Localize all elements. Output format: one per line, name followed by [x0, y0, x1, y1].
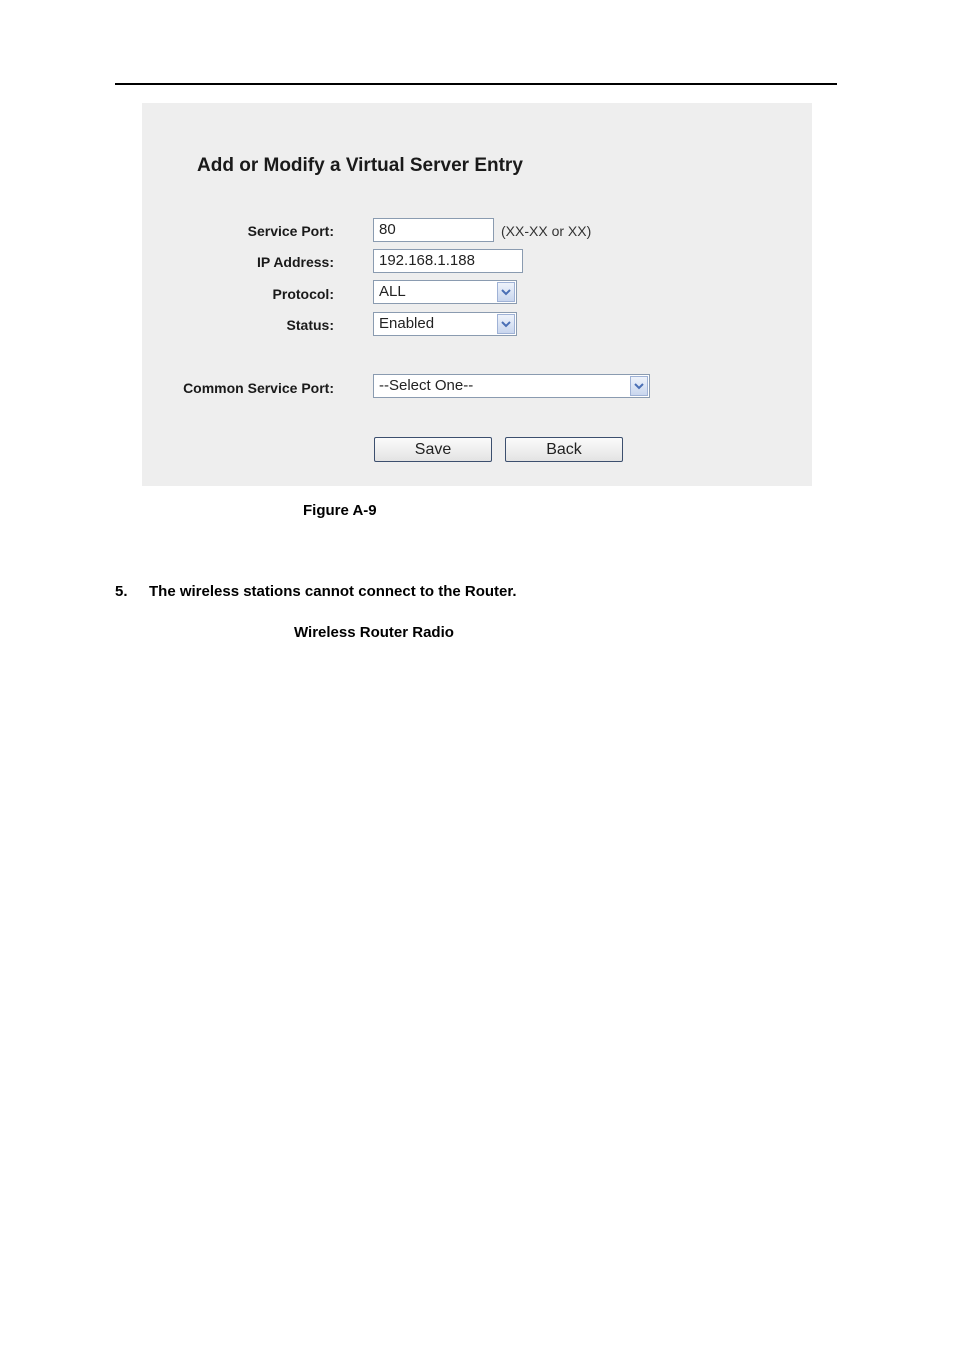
chevron-down-icon[interactable]	[630, 376, 648, 396]
status-select[interactable]	[373, 312, 517, 336]
section-subheading: Wireless Router Radio	[294, 624, 454, 641]
section-item-number: 5.	[115, 583, 128, 600]
status-label: Status:	[286, 317, 334, 333]
save-button[interactable]: Save	[374, 437, 492, 462]
common-service-port-label: Common Service Port:	[183, 380, 334, 396]
protocol-select[interactable]	[373, 280, 517, 304]
common-service-port-select[interactable]	[373, 374, 650, 398]
service-port-format-hint: (XX-XX or XX)	[501, 223, 592, 239]
service-port-label: Service Port:	[247, 223, 334, 239]
ip-address-input[interactable]: 192.168.1.188	[373, 249, 523, 273]
protocol-selected-value: ALL	[379, 283, 406, 300]
figure-caption: Figure A-9	[303, 502, 377, 519]
chevron-down-icon[interactable]	[497, 282, 515, 302]
service-port-input[interactable]: 80	[373, 218, 494, 242]
page-header-rule	[115, 83, 837, 85]
chevron-down-icon[interactable]	[497, 314, 515, 334]
form-title: Add or Modify a Virtual Server Entry	[197, 155, 523, 176]
protocol-label: Protocol:	[272, 286, 334, 302]
section-heading: The wireless stations cannot connect to the Router.	[149, 583, 517, 600]
ip-address-label: IP Address:	[256, 254, 334, 270]
common-service-port-selected-value: --Select One--	[379, 377, 474, 394]
back-button[interactable]: Back	[505, 437, 623, 462]
status-selected-value: Enabled	[379, 315, 435, 332]
virtual-server-form-screenshot	[142, 103, 812, 486]
